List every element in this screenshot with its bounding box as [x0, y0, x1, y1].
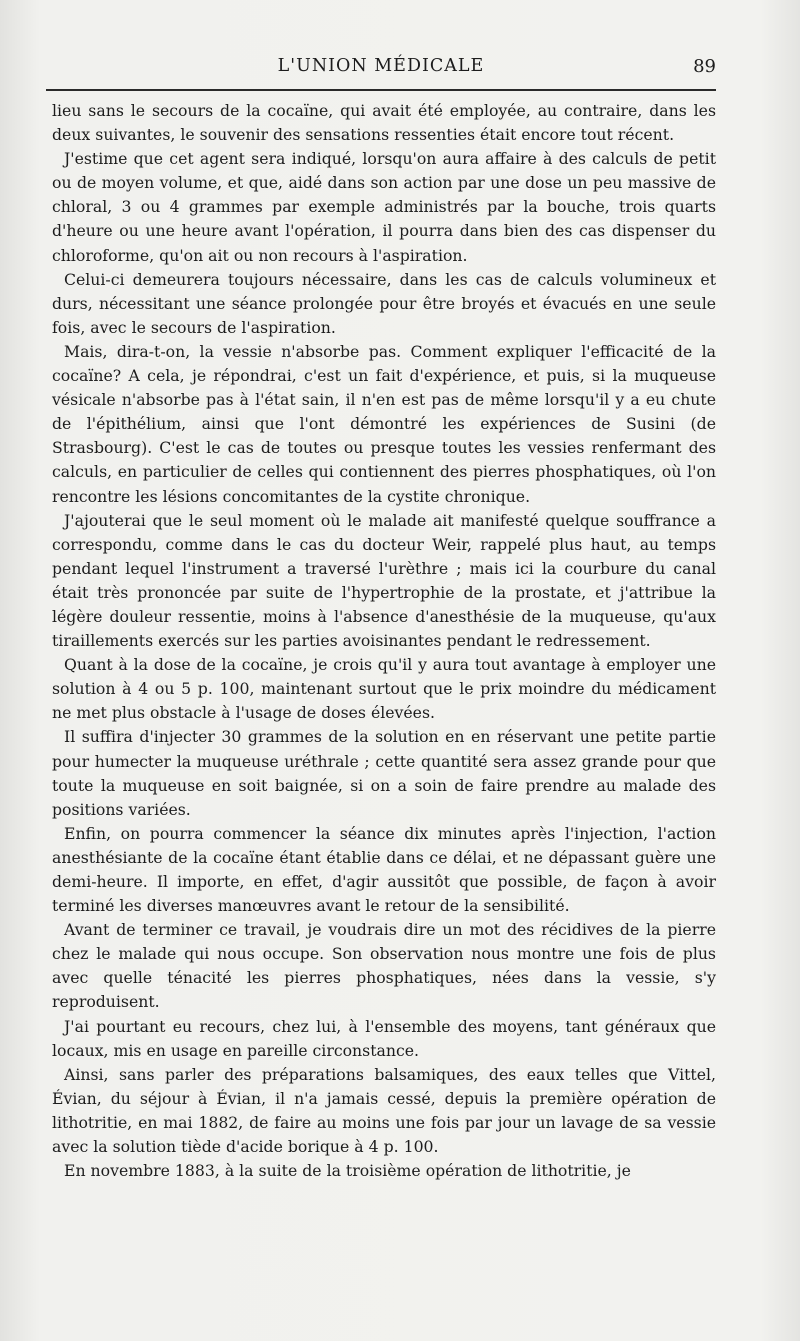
running-title: L'UNION MÉDICALE: [277, 56, 485, 76]
paragraph-1: lieu sans le secours de la cocaïne, qui avait été employée, au contraire, dans les deux suivantes, le souvenir des sensations ressenties était encore tout récent.: [52, 101, 716, 145]
paragraph-10: J'ai pourtant eu recours, chez lui, à l'ensemble des moyens, tant généraux que locaux, mis en usage en pareille circonstance.: [52, 1016, 716, 1060]
page-number: 89: [693, 56, 716, 77]
page-header: [46, 56, 716, 82]
paragraph-2: J'estime que cet agent sera indiqué, lorsqu'on aura affaire à des calculs de petit ou de moyen volume, et que, aidé dans son action par une dose un peu massive de chloral, 3 ou 4 grammes par exemple administrés par la bouche, trois quarts d'heure ou une heure avant l'opération, il pourra dans bien des cas dispenser du chloroforme, qu'on ait ou non recours à l'aspiration.: [52, 149, 716, 265]
header-rule: [46, 89, 716, 91]
paragraph-11: Ainsi, sans parler des préparations balsamiques, des eaux telles que Vittel, Évian, du séjour à Évian, il n'a jamais cessé, depuis la première opération de lithotritie, en mai 1882, de faire au moins une fois par jour un lavage de sa vessie avec la solution tiède d'acide borique à 4 p. 100.: [52, 1064, 716, 1157]
paragraph-6: Quant à la dose de la cocaïne, je crois qu'il y aura tout avantage à employer une solution à 4 ou 5 p. 100, maintenant surtout que le prix moindre du médicament ne met plus obstacle à l'usage de doses élevées.: [52, 655, 716, 723]
body-text: [52, 99, 716, 1183]
paragraph-7: Il suffira d'injecter 30 grammes de la solution en en réservant une petite partie pour humecter la muqueuse uréthrale ; cette quantité sera assez grande pour que toute la muqueuse en soit baignée, si on a soin de faire prendre au malade des positions variées.: [52, 727, 716, 819]
paragraph-3: Celui-ci demeurera toujours nécessaire, dans les cas de calculs volumineux et durs, nécessitant une séance prolongée pour être broyés et évacués en une seule fois, avec le secours de l'aspiration.: [52, 269, 716, 337]
paragraph-4: Mais, dira-t-on, la vessie n'absorbe pas. Comment expliquer l'efficacité de la cocaïne? A cela, je répondrai, c'est un fait d'expérience, et puis, si la muqueuse vésicale n'absorbe pas à l'état sain, il n'en est pas de même lorsqu'il y a eu chute de l'épithélium, ainsi que l'ont démontré les expériences de Susini (de Strasbourg). C'est le cas de toutes ou presque toutes les vessies renfermant des calculs, en particulier de celles qui contiennent des pierres phosphatiques, où l'on rencontre les lésions concomitantes de la cystite chronique.: [52, 341, 716, 506]
paragraph-12: En novembre 1883, à la suite de la troisième opération de lithotritie, je: [64, 1161, 631, 1181]
paragraph-8: Enfin, on pourra commencer la séance dix minutes après l'injection, l'action anesthésiante de la cocaïne étant établie dans ce délai, et ne dépassant guère une demi-heure. Il importe, en effet, d'agir aussitôt que possible, de façon à avoir terminé les diverses manœuvres avant le retour de la sensibilité.: [52, 823, 716, 916]
paragraph-9: Avant de terminer ce travail, je voudrais dire un mot des récidives de la pierre chez le malade qui nous occupe. Son observation nous montre une fois de plus avec quelle ténacité les pierres phosphatiques, nées dans la vessie, s'y reproduisent.: [52, 920, 716, 1012]
paragraph-5: J'ajouterai que le seul moment où le malade ait manifesté quelque souffrance a correspondu, comme dans le cas du docteur Weir, rappelé plus haut, au temps pendant lequel l'instrument a traversé l'urèthre ; mais ici la courbure du canal était très prononcée par suite de l'hypertrophie de la prostate, et j'attribue la légère douleur ressentie, moins à l'absence d'anesthésie de la muqueuse, qu'aux tiraillements exercés sur les parties avoisinantes pendant le redressement.: [52, 510, 716, 651]
